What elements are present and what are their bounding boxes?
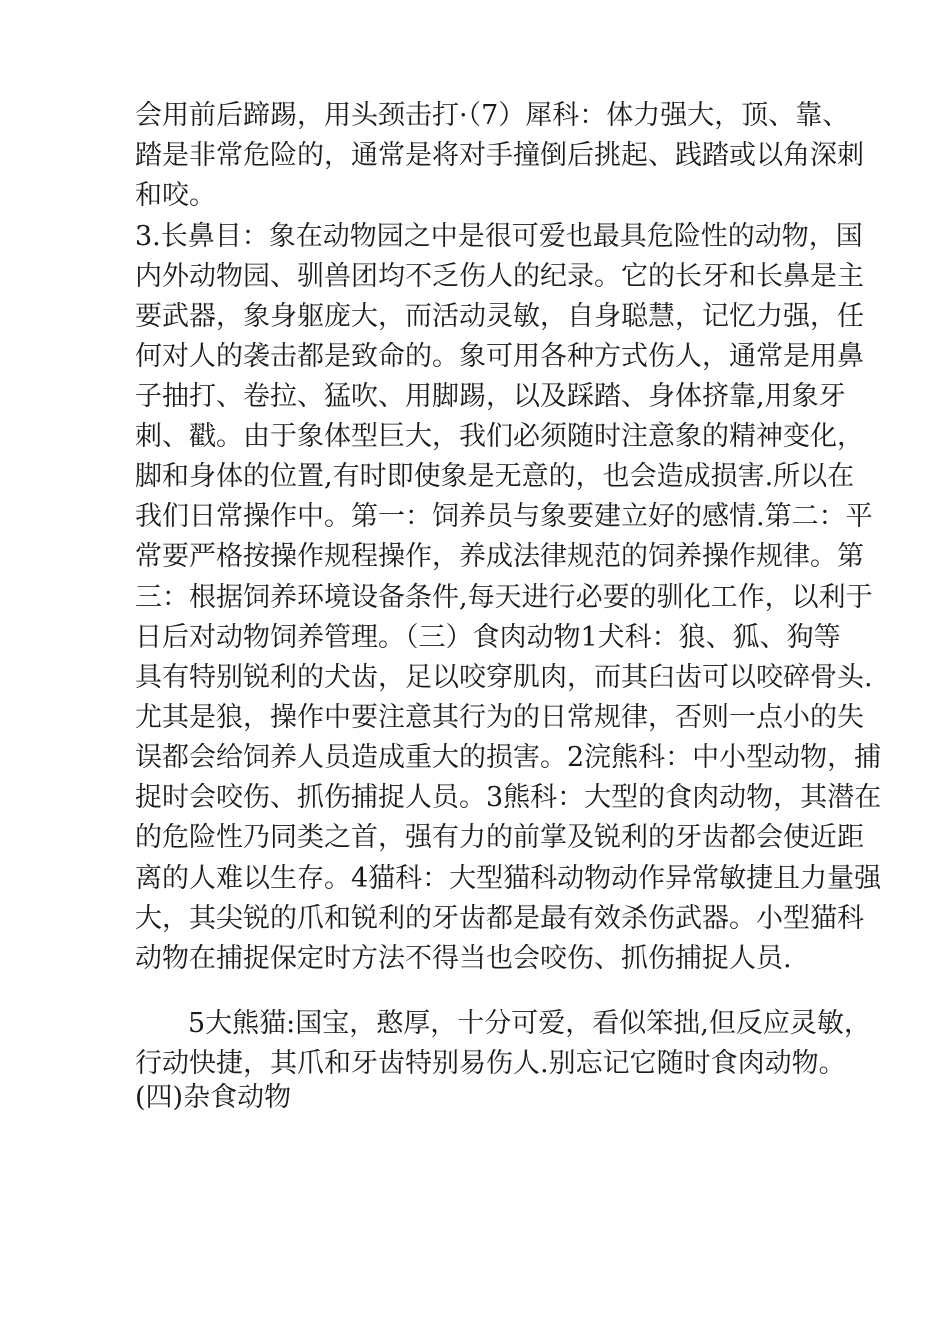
- text-line: 内外动物园、驯兽团均不乏伤人的纪录。它的长牙和长鼻是主: [135, 261, 864, 292]
- text-line: 我们日常操作中。第一：饲养员与象要建立好的感情.第二：平: [135, 501, 873, 532]
- text-line: 要武器，象身躯庞大，而活动灵敏，自身聪慧，记忆力强，任: [135, 301, 864, 332]
- text-line: 离的人难以生存。4猫科：大型猫科动物动作异常敏捷且力量强: [135, 863, 882, 894]
- text-line: 三：根据饲养环境设备条件,每天进行必要的驯化工作，以利于: [135, 582, 873, 613]
- paragraph-line: 5大熊猫:国宝，憨厚，十分可爱，看似笨拙,但反应灵敏，: [188, 1008, 871, 1039]
- text-line: 大，其尖锐的爪和锐利的牙齿都是最有效杀伤武器。小型猫科: [135, 903, 864, 934]
- text-line: 会用前后蹄踢，用头颈击打·（7）犀科：体力强大，顶、靠、: [135, 100, 850, 131]
- text-line: 常要严格按操作规程操作，养成法律规范的饲养操作规律。第: [135, 541, 864, 572]
- text-line: 捉时会咬伤、抓伤捕捉人员。3熊科：大型的食肉动物，其潜在: [135, 782, 882, 813]
- text-line: 日后对动物饲养管理。（三）食肉动物1犬科：狼、狐、狗等: [135, 622, 841, 653]
- text-line: 踏是非常危险的，通常是将对手撞倒后挑起、践踏或以角深刺: [135, 140, 864, 171]
- paragraph-line: 行动快捷，其爪和牙齿特别易伤人.别忘记它随时食肉动物。: [135, 1048, 846, 1079]
- text-line: 和咬。: [135, 180, 216, 211]
- text-line: 的危险性乃同类之首，强有力的前掌及锐利的牙齿都会使近距: [135, 822, 864, 853]
- section-heading: (四)杂食动物: [135, 1082, 292, 1113]
- text-line: 误都会给饲养人员造成重大的损害。2浣熊科：中小型动物，捕: [135, 742, 882, 773]
- text-line: 3.长鼻目：象在动物园之中是很可爱也最具危险性的动物，国: [135, 221, 863, 252]
- text-line: 何对人的袭击都是致命的。象可用各种方式伤人，通常是用鼻: [135, 341, 864, 372]
- text-line: 子抽打、卷拉、猛吹、用脚踢，以及踩踏、身体挤靠,用象牙: [135, 381, 846, 412]
- text-line: 动物在捕捉保定时方法不得当也会咬伤、抓伤捕捉人员.: [135, 943, 792, 974]
- text-line: 脚和身体的位置,有时即使象是无意的，也会造成损害.所以在: [135, 461, 855, 492]
- text-line: 刺、戳。由于象体型巨大，我们必须随时注意象的精神变化，: [135, 421, 864, 452]
- text-line: 尤其是狼，操作中要注意其行为的日常规律，否则一点小的失: [135, 702, 864, 733]
- text-line: 具有特别锐利的犬齿，足以咬穿肌肉，而其臼齿可以咬碎骨头.: [135, 662, 873, 693]
